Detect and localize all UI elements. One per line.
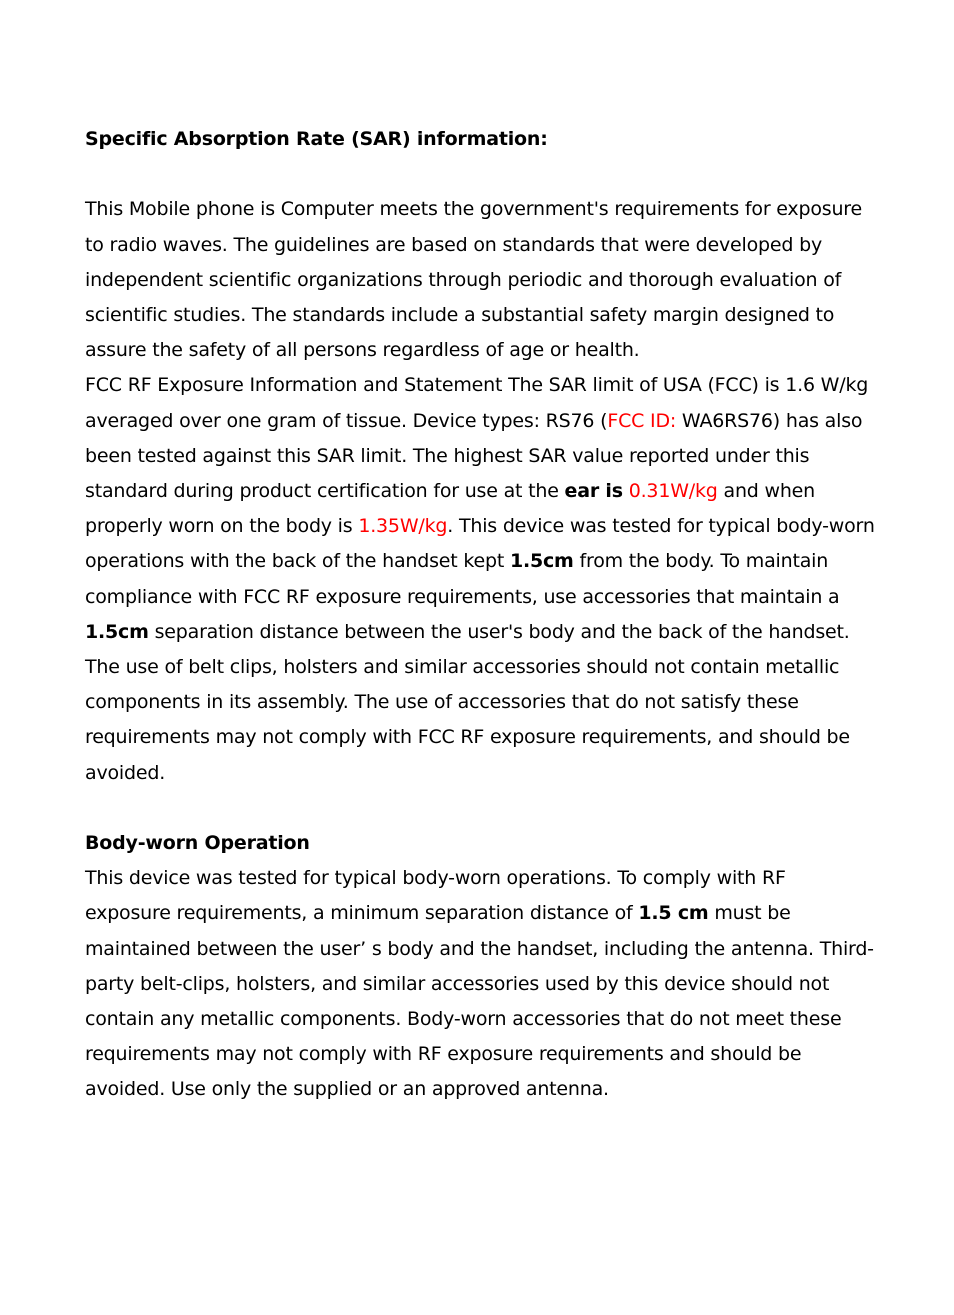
ear-is-label: ear is [564, 480, 623, 503]
body-worn-text-1: This device was tested for typical body-worn operations. To comply with RF exposure requirements, a minimum separation distance of [85, 867, 786, 925]
spacer [85, 791, 875, 826]
separation-distance-1: 1.5cm [509, 550, 574, 573]
fcc-text-5: . This device was tested for typical body-worn operations with the back of the handset kept [85, 515, 875, 573]
fcc-text-7: separation distance between the user's body and the back of the handset. The use of belt clips, holsters and similar accessories should not contain metallic components in its assembly. The use of accessories that do not satisfy these requirements may not comply with FCC RF exposure requirements, and should be avoided. [85, 620, 850, 784]
body-worn-heading: Body-worn Operation [85, 832, 310, 855]
fcc-statement-paragraph [85, 368, 875, 790]
sar-heading: Specific Absorption Rate (SAR) information: [85, 128, 548, 150]
body-worn-text-2: must be maintained between the user’ s body and the handset, including the antenna. Third-party belt-clips, holsters, and similar accessories used by this device should not contain any metallic components. Body-worn accessories that do not meet these requirements may not comply with RF exposure requirements and should be avoided. Use only the supplied or an approved antenna. [85, 902, 874, 1101]
body-sar-value: 1.35W/kg [358, 515, 448, 538]
fcc-text-4: and when properly worn on the body is [85, 480, 816, 538]
ear-sar-value: 0.31W/kg [628, 480, 718, 503]
fcc-text-6: from the body. To maintain compliance with FCC RF exposure requirements, use accessories that maintain a [85, 550, 840, 608]
spacer [85, 157, 875, 192]
sar-intro-paragraph: This Mobile phone is Computer meets the government's requirements for exposure to radio waves. The guidelines are based on standards that were developed by independent scientific organizations through periodic and thorough evaluation of scientific studies. The standards include a substantial safety margin designed to assure the safety of all persons regardless of age or health. [85, 198, 862, 362]
body-worn-paragraph [85, 861, 875, 1107]
fcc-text-1: FCC RF Exposure Information and Statement The SAR limit of USA (FCC) is 1.6 W/kg averaged over one gram of tissue. Device types: RS76 ( [85, 374, 869, 432]
separation-distance-2: 1.5cm [85, 620, 149, 643]
document-page [85, 122, 875, 1108]
body-worn-distance: 1.5 cm [638, 902, 709, 925]
fcc-id-label: FCC ID: [607, 409, 677, 432]
fcc-text-2: WA6RS76) has also been tested against this SAR limit. The highest SAR value reported under this standard during product certification for use at the [85, 409, 863, 503]
